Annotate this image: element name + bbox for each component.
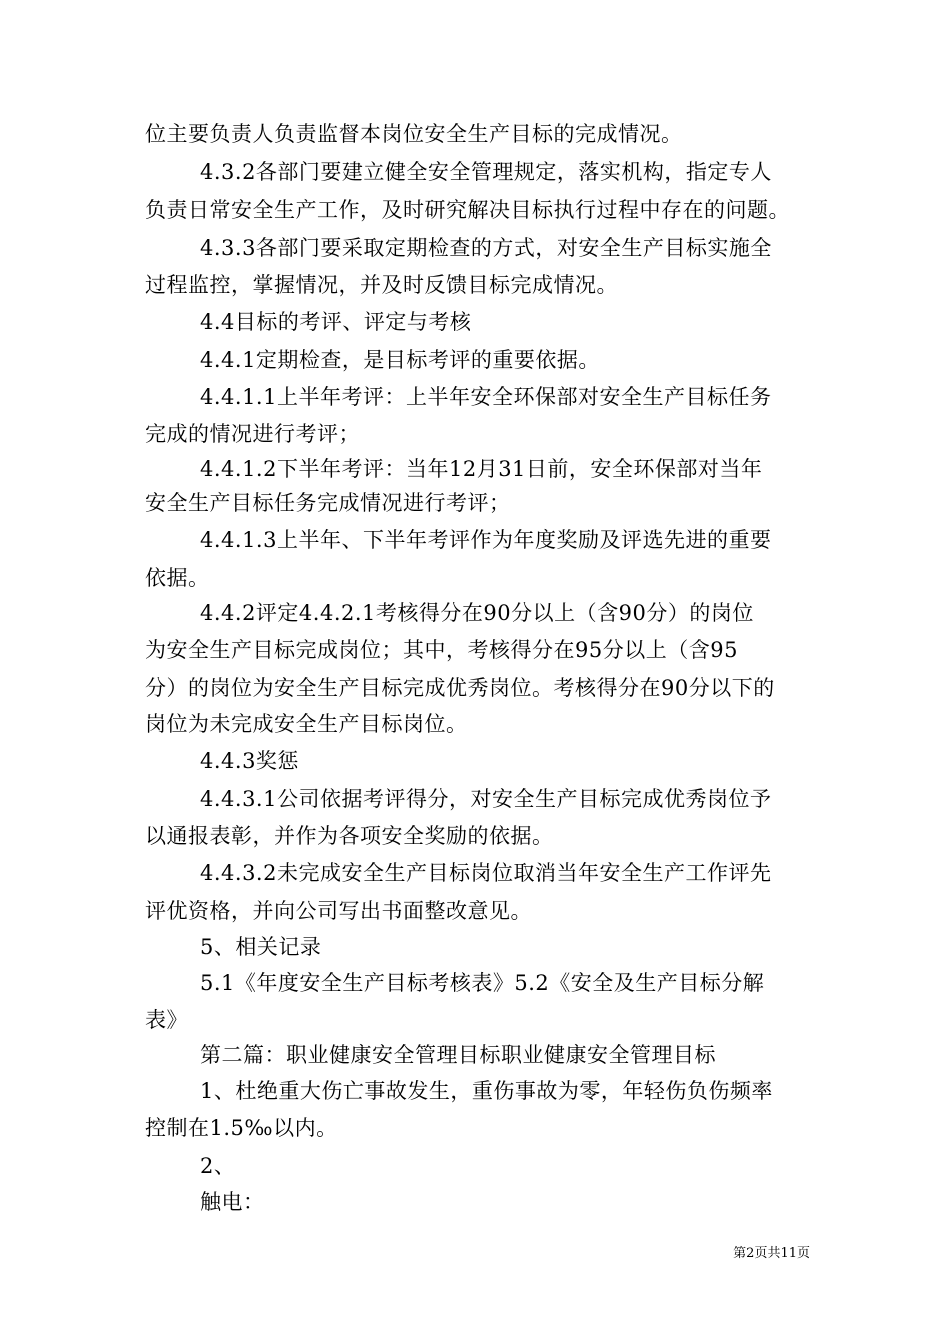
text-line: 过程监控，掌握情况，并及时反馈目标完成情况。 [145,273,618,297]
text-line: 1、杜绝重大伤亡事故发生，重伤事故为零，年轻伤负伤频率 [200,1079,773,1103]
text-line: 岗位为未完成安全生产目标岗位。 [145,712,468,736]
text-line: 4.4.1.2下半年考评：当年12月31日前，安全环保部对当年 [200,457,763,481]
text-line: 4.4.1定期检查，是目标考评的重要依据。 [200,348,600,372]
text-line: 4.4目标的考评、评定与考核 [200,310,472,334]
text-line: 4.4.3.2未完成安全生产目标岗位取消当年安全生产工作评先 [200,861,772,885]
text-line: 5.1《年度安全生产目标考核表》5.2《安全及生产目标分解 [200,971,765,995]
text-line: 第二篇：职业健康安全管理目标职业健康安全管理目标 [200,1043,716,1067]
text-line: 触电： [200,1190,265,1214]
text-line: 安全生产目标任务完成情况进行考评； [145,491,511,515]
text-line: 4.4.3奖惩 [200,749,299,773]
text-line: 2、 [200,1154,236,1178]
text-line: 控制在1.5‰以内。 [145,1116,338,1140]
text-line: 4.3.2各部门要建立健全安全管理规定，落实机构，指定专人 [200,160,772,184]
text-line: 以通报表彰，并作为各项安全奖励的依据。 [145,824,554,848]
page-number: 第2页共11页 [733,1246,810,1261]
text-line: 完成的情况进行考评； [145,422,360,446]
text-line: 4.4.3.1公司依据考评得分，对安全生产目标完成优秀岗位予 [200,787,772,811]
text-line: 表》 [145,1008,188,1032]
text-line: 5、相关记录 [200,935,322,959]
text-line: 分）的岗位为安全生产目标完成优秀岗位。考核得分在90分以下的 [145,676,775,700]
text-line: 4.3.3各部门要采取定期检查的方式，对安全生产目标实施全 [200,236,772,260]
text-line: 评优资格，并向公司写出书面整改意见。 [145,899,532,923]
text-line: 依据。 [145,566,210,590]
text-line: 为安全生产目标完成岗位；其中，考核得分在95分以上（含95 [145,638,738,662]
text-line: 4.4.1.3上半年、下半年考评作为年度奖励及评选先进的重要 [200,528,772,552]
text-line: 4.4.2评定4.4.2.1考核得分在90分以上（含90分）的岗位 [200,601,754,625]
text-line: 4.4.1.1上半年考评：上半年安全环保部对安全生产目标任务 [200,385,772,409]
text-line: 负责日常安全生产工作，及时研究解决目标执行过程中存在的问题。 [145,198,790,222]
text-line: 位主要负责人负责监督本岗位安全生产目标的完成情况。 [145,122,683,146]
